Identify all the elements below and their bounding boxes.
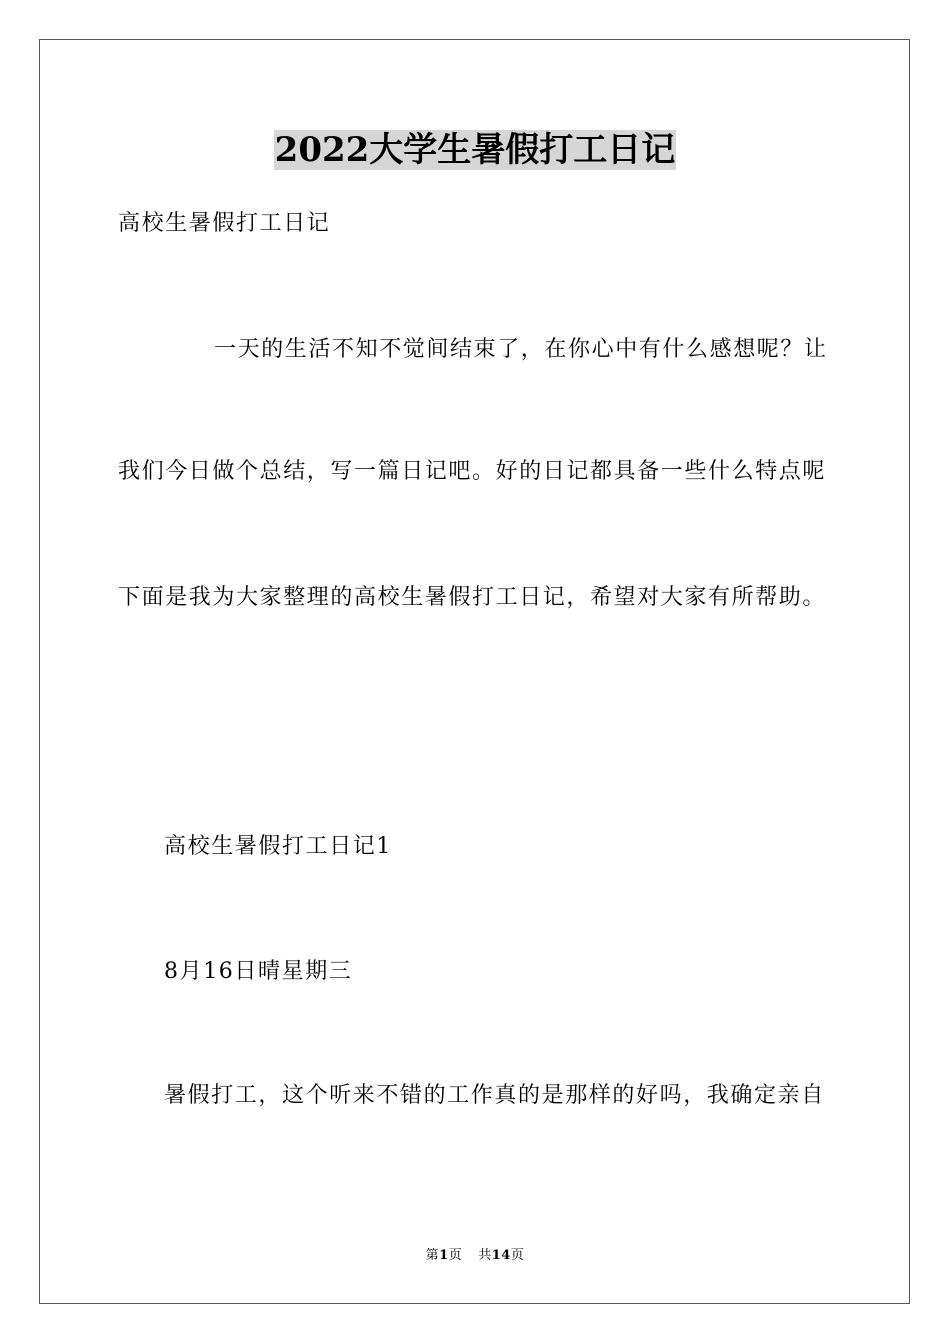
- paragraph-line-2: 我们今日做个总结，写一篇日记吧。好的日记都具备一些什么特点呢: [118, 459, 827, 484]
- footer-page-number: 1: [439, 1248, 449, 1263]
- subtitle: 高校生暑假打工日记: [118, 211, 331, 236]
- date-line: 8月16日晴星期三: [164, 959, 353, 984]
- footer-page-suffix: 页: [448, 1248, 463, 1263]
- document-title: [0, 128, 950, 172]
- footer-total-pages: 14: [491, 1248, 511, 1263]
- footer-page-prefix: 第: [425, 1248, 440, 1263]
- footer-total-suffix: 页: [510, 1248, 525, 1263]
- paragraph-line-3: 下面是我为大家整理的高校生暑假打工日记，希望对大家有所帮助。: [118, 585, 827, 610]
- body-line: 暑假打工，这个听来不错的工作真的是那样的好吗，我确定亲自: [164, 1083, 825, 1108]
- title-text: 2022大学生暑假打工日记: [274, 130, 676, 170]
- page-footer: [0, 1247, 950, 1265]
- section-heading: 高校生暑假打工日记1: [164, 834, 392, 859]
- paragraph-line-1: 一天的生活不知不觉间结束了，在你心中有什么感想呢？让: [214, 337, 828, 362]
- footer-total-prefix: 共: [478, 1248, 492, 1263]
